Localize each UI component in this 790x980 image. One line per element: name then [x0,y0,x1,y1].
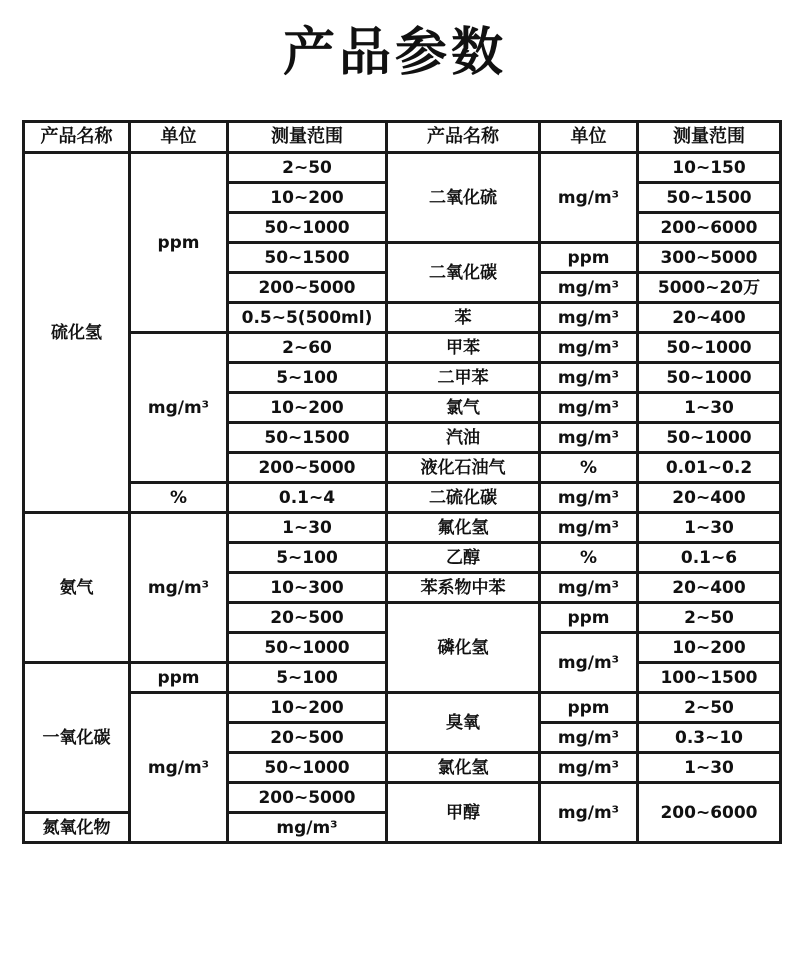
table-row [24,513,781,543]
unit-cell: mg/m³ [540,483,638,513]
table-row [24,483,781,513]
range-cell: 20~500 [228,723,387,753]
range-cell: 0.1~4 [228,483,387,513]
unit-cell: % [130,483,228,513]
range-cell: 10~200 [228,393,387,423]
unit-cell: mg/m³ [540,753,638,783]
unit-cell: mg/m³ [540,633,638,693]
unit-cell: ppm [130,153,228,333]
range-cell: 10~150 [638,153,781,183]
product-name-cell: 苯 [387,303,540,333]
unit-cell: mg/m³ [540,513,638,543]
unit-cell: % [540,543,638,573]
unit-cell: mg/m³ [228,813,387,843]
unit-cell: ppm [130,663,228,693]
product-name-cell: 甲苯 [387,333,540,363]
unit-cell: mg/m³ [540,273,638,303]
product-name-cell: 二甲苯 [387,363,540,393]
range-cell: 20~400 [638,483,781,513]
range-cell: 200~5000 [228,453,387,483]
unit-cell: mg/m³ [540,333,638,363]
range-cell: 50~1000 [638,363,781,393]
product-name-cell: 臭氧 [387,693,540,753]
product-name-cell: 乙醇 [387,543,540,573]
range-cell: 5~100 [228,543,387,573]
product-name-cell: 氨气 [24,513,130,663]
range-cell: 1~30 [638,753,781,783]
unit-cell: mg/m³ [540,153,638,243]
product-name-cell: 硫化氢 [24,153,130,513]
range-cell: 0.01~0.2 [638,453,781,483]
range-cell: 50~1000 [228,213,387,243]
unit-cell: mg/m³ [540,423,638,453]
range-cell: 5000~20万 [638,273,781,303]
header-product-name-2: 产品名称 [387,122,540,153]
range-cell: 10~200 [228,183,387,213]
range-cell: 200~6000 [638,783,781,843]
range-cell: 200~5000 [228,273,387,303]
range-cell: 2~50 [638,603,781,633]
product-name-cell: 甲醇 [387,783,540,843]
product-name-cell: 一氧化碳 [24,663,130,813]
product-name-cell: 二氧化碳 [387,243,540,303]
unit-cell: ppm [540,243,638,273]
table-row [24,153,781,183]
range-cell: 1~30 [638,393,781,423]
range-cell: 5~100 [228,363,387,393]
range-cell: 200~5000 [228,783,387,813]
range-cell: 5~100 [228,663,387,693]
unit-cell: mg/m³ [130,513,228,663]
range-cell: 300~5000 [638,243,781,273]
unit-cell: mg/m³ [540,303,638,333]
range-cell: 1~30 [638,513,781,543]
product-name-cell: 液化石油气 [387,453,540,483]
range-cell: 200~6000 [638,213,781,243]
range-cell: 0.1~6 [638,543,781,573]
product-name-cell: 氯化氢 [387,753,540,783]
product-name-cell: 氯气 [387,393,540,423]
header-unit-2: 单位 [540,122,638,153]
range-cell: 50~1000 [638,333,781,363]
range-cell: 10~300 [228,573,387,603]
product-name-cell: 二氧化硫 [387,153,540,243]
header-range-2: 测量范围 [638,122,781,153]
unit-cell: mg/m³ [540,393,638,423]
unit-cell: mg/m³ [540,783,638,843]
range-cell: 20~400 [638,303,781,333]
product-name-cell: 磷化氢 [387,603,540,693]
range-cell: 50~1500 [228,243,387,273]
range-cell: 50~1000 [638,423,781,453]
header-unit: 单位 [130,122,228,153]
range-cell: 50~1500 [638,183,781,213]
header-product-name: 产品名称 [24,122,130,153]
range-cell: 50~1000 [228,753,387,783]
unit-cell: mg/m³ [130,333,228,483]
page-title: 产品参数 [282,23,507,83]
range-cell: 50~1500 [228,423,387,453]
product-name-cell: 二硫化碳 [387,483,540,513]
range-cell: 1~30 [228,513,387,543]
product-name-cell: 氮氧化物 [24,813,130,843]
range-cell: 100~1500 [638,663,781,693]
product-name-cell: 苯系物中苯 [387,573,540,603]
product-name-cell: 汽油 [387,423,540,453]
table-row [24,333,781,363]
range-cell: 2~50 [228,153,387,183]
range-cell: 20~500 [228,603,387,633]
unit-cell: ppm [540,603,638,633]
parameter-table [22,120,782,844]
range-cell: 10~200 [638,633,781,663]
unit-cell: mg/m³ [540,363,638,393]
range-cell: 20~400 [638,573,781,603]
unit-cell: ppm [540,693,638,723]
range-cell: 50~1000 [228,633,387,663]
product-name-cell: 氟化氢 [387,513,540,543]
range-cell: 0.5~5(500ml) [228,303,387,333]
unit-cell: % [540,453,638,483]
unit-cell: mg/m³ [130,693,228,843]
unit-cell: mg/m³ [540,573,638,603]
header-range: 测量范围 [228,122,387,153]
table-row [24,693,781,723]
range-cell: 2~50 [638,693,781,723]
range-cell: 2~60 [228,333,387,363]
range-cell: 10~200 [228,693,387,723]
table-header-row [24,122,781,153]
unit-cell: mg/m³ [540,723,638,753]
range-cell: 0.3~10 [638,723,781,753]
